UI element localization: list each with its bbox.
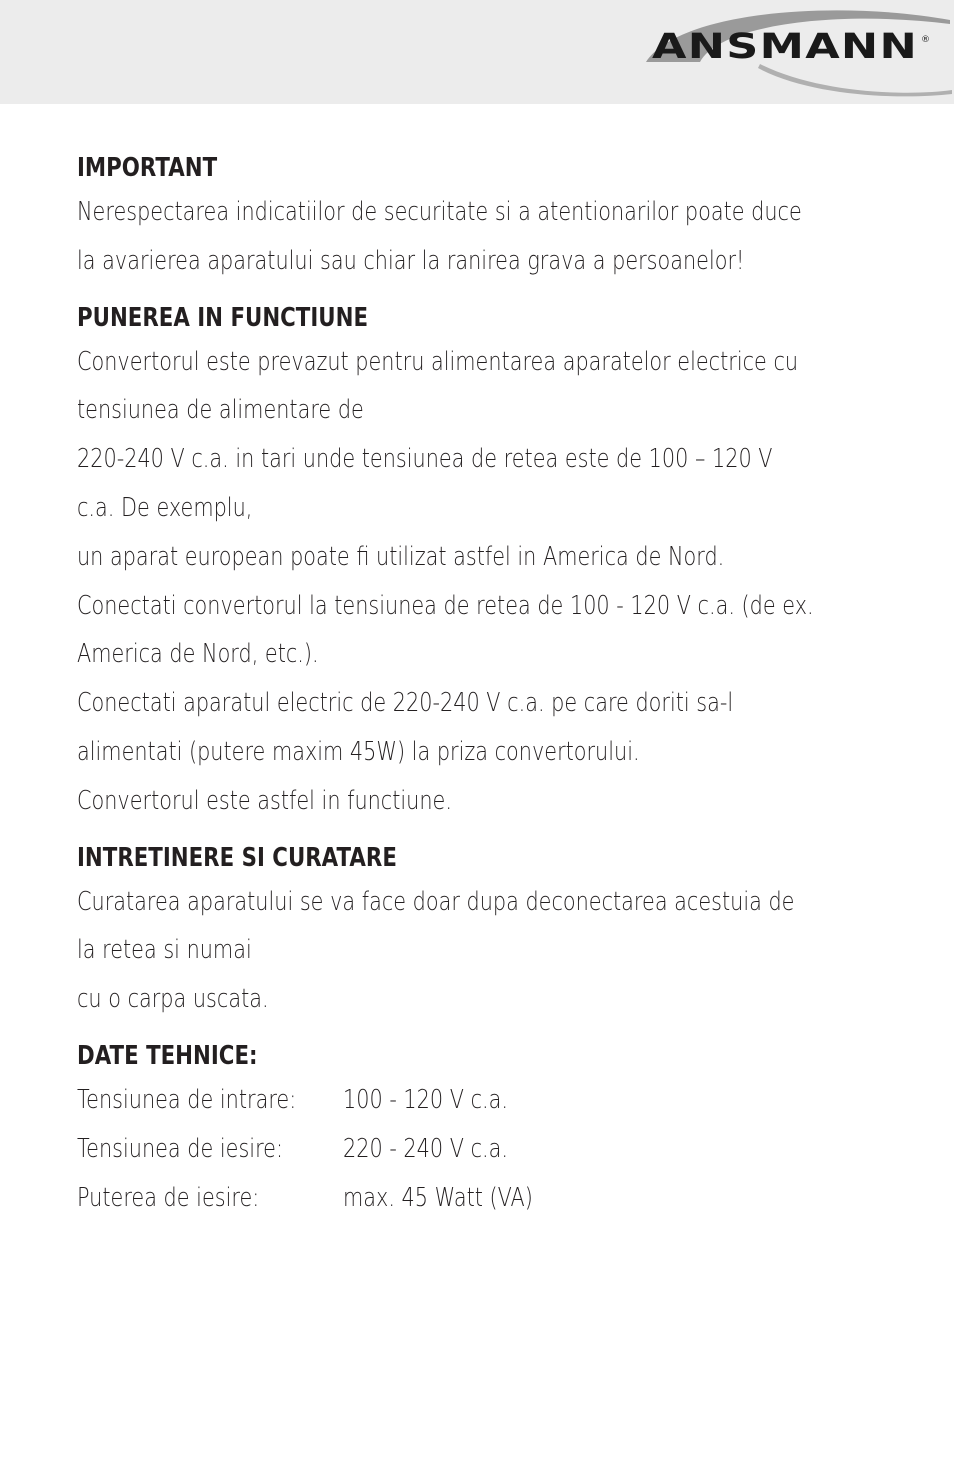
paragraph-line: Conectati convertorul la tensiunea de retea de 100 - 120 V c.a. (de ex. (77, 590, 814, 621)
spec-value: max. 45 Watt (VA) (343, 1182, 533, 1213)
logo-wordmark: ANSMANN (652, 27, 918, 67)
paragraph-line: un aparat european poate fi utilizat astfel in America de Nord. (77, 541, 725, 572)
ansmann-logo (640, 4, 954, 100)
paragraph-line: la avarierea aparatului sau chiar la ranirea grava a persoanelor! (77, 245, 745, 276)
section-heading: INTRETINERE SI CURATARE (77, 842, 397, 873)
spec-value: 100 - 120 V c.a. (343, 1084, 508, 1115)
paragraph-line: 220-240 V c.a. in tari unde tensiunea de retea este de 100 – 120 V (77, 444, 773, 475)
spec-row-output-power (77, 1174, 897, 1223)
spec-label: Puterea de iesire: (77, 1182, 260, 1213)
logo-swoosh-lower (758, 64, 952, 96)
paragraph-line: America de Nord, etc.). (77, 639, 319, 670)
spec-row-output-voltage (77, 1125, 897, 1174)
section-intretinere-si-curatare (77, 838, 897, 1024)
section-heading: PUNEREA IN FUNCTIUNE (77, 302, 369, 333)
paragraph-line: c.a. De exemplu, (77, 492, 253, 523)
section-heading: DATE TEHNICE: (77, 1040, 258, 1071)
paragraph-line: Convertorul este prevazut pentru alimentarea aparatelor electrice cu (77, 346, 799, 377)
spec-label: Tensiunea de iesire: (77, 1133, 283, 1164)
paragraph-line: cu o carpa uscata. (77, 984, 269, 1015)
section-date-tehnice (77, 1036, 897, 1222)
paragraph-line: Curatarea aparatului se va face doar dupa deconectarea acestuia de (77, 886, 795, 917)
paragraph-line: la retea si numai (77, 935, 252, 966)
spec-label: Tensiunea de intrare: (77, 1084, 297, 1115)
paragraph-line: tensiunea de alimentare de (77, 395, 364, 426)
logo-registered-mark: ® (921, 35, 930, 45)
paragraph-line: alimentati (putere maxim 45W) la priza convertorului. (77, 736, 640, 767)
section-heading: IMPORTANT (77, 153, 218, 183)
paragraph-line: Convertorul este astfel in functiune. (77, 785, 452, 816)
spec-row-input-voltage (77, 1076, 897, 1125)
section-punerea-in-functiune (77, 298, 897, 826)
spec-value: 220 - 240 V c.a. (343, 1133, 508, 1164)
document-body (77, 148, 897, 1234)
paragraph-line: Conectati aparatul electric de 220-240 V c.a. pe care doriti sa-l (77, 688, 734, 719)
paragraph-line: Nerespectarea indicatiilor de securitate si a atentionarilor poate duce (77, 197, 802, 227)
section-important (77, 148, 897, 286)
